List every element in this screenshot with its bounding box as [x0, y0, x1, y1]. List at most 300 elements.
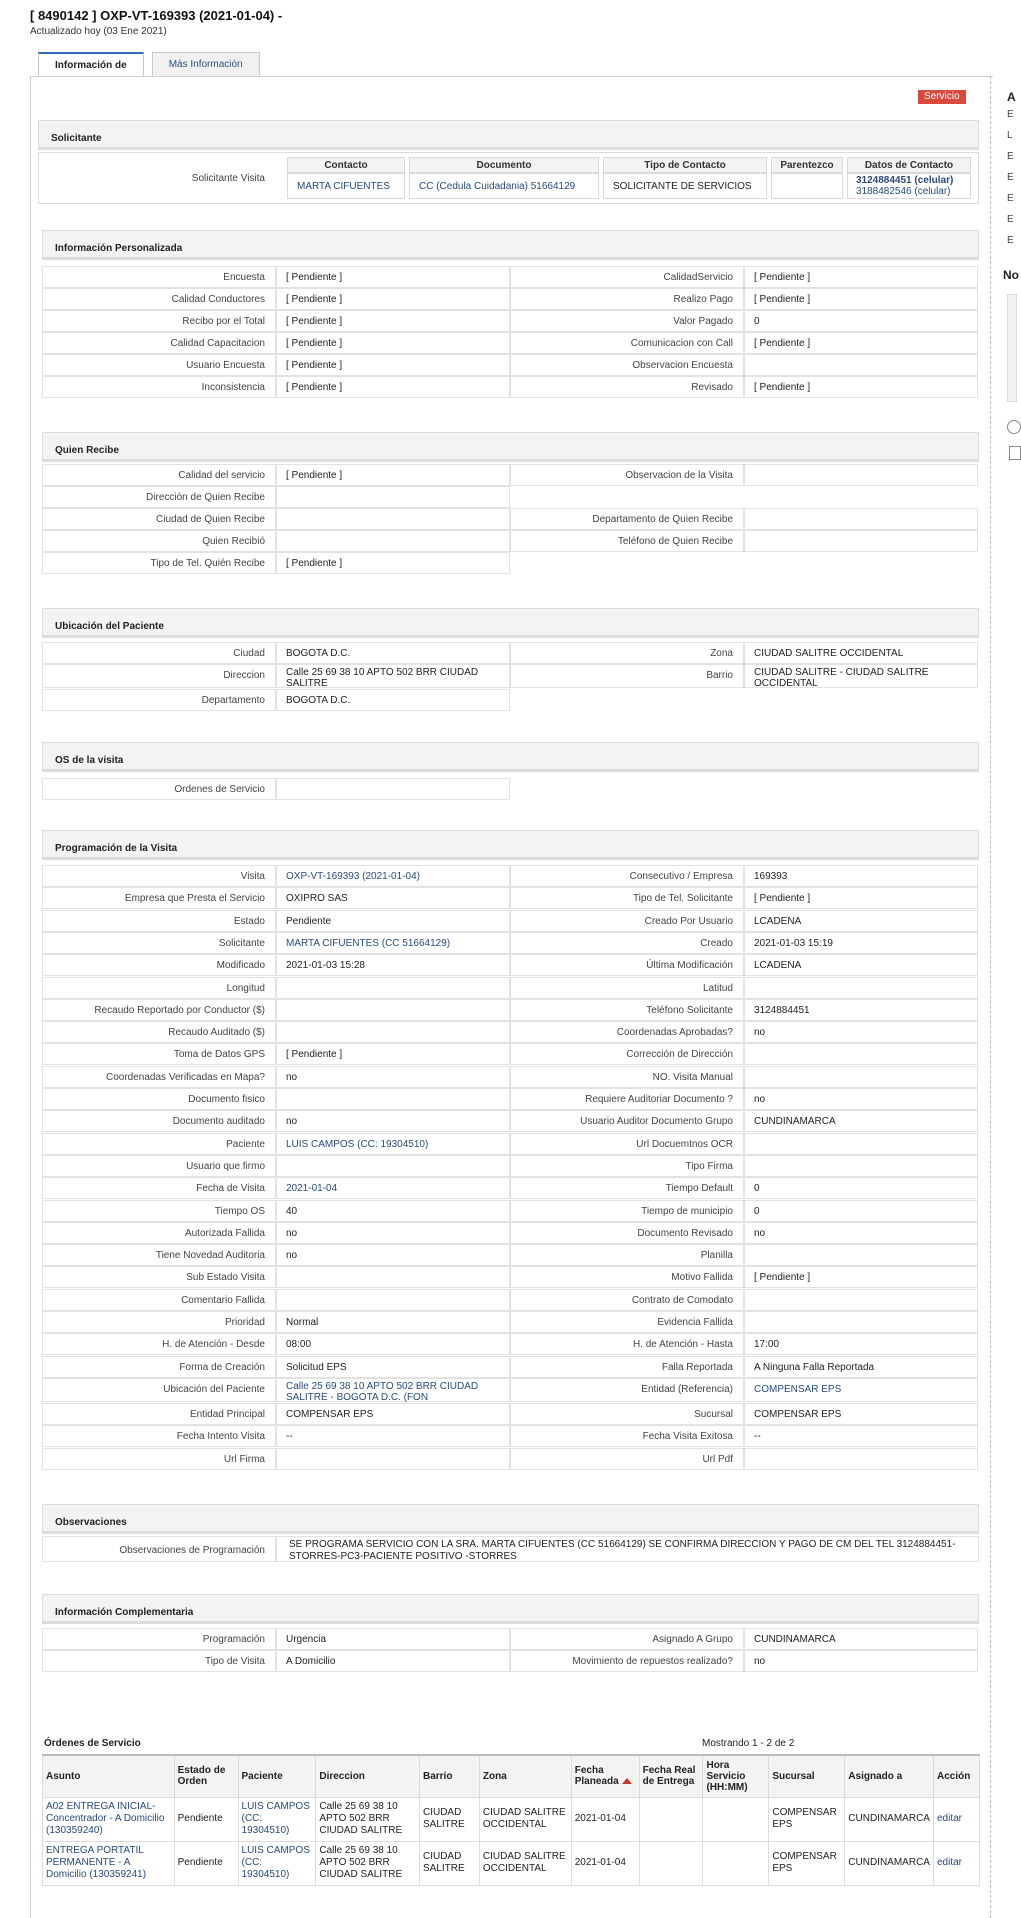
- field-label: Motivo Fallida: [510, 1266, 744, 1288]
- field-label: Recaudo Auditado ($): [42, 1021, 276, 1043]
- programacion-section: [42, 830, 979, 860]
- field-label: Quien Recibió: [42, 530, 276, 552]
- field-label: Empresa que Presta el Servicio: [42, 887, 276, 909]
- documento-cell: CC (Cedula Cuidadania) 51664129: [409, 173, 599, 199]
- col-header[interactable]: Asignado a: [845, 1755, 934, 1797]
- field-value: [744, 1448, 978, 1470]
- field-label: CalidadServicio: [510, 266, 744, 288]
- side-item[interactable]: E: [1007, 193, 1014, 204]
- field-label: Tipo de Tel. Solicitante: [510, 887, 744, 909]
- col-header[interactable]: Direccion: [316, 1755, 420, 1797]
- os-section: [42, 742, 979, 772]
- field-label: Tipo de Tel. Quién Recibe: [42, 552, 276, 574]
- col-header[interactable]: Paciente: [238, 1755, 316, 1797]
- field-value[interactable]: [ Pendiente ]: [276, 266, 510, 288]
- field-value: [276, 530, 510, 552]
- cell[interactable]: A02 ENTREGA INICIAL- Concentrador - A Domicilio (130359240): [43, 1797, 175, 1841]
- field-label: Toma de Datos GPS: [42, 1043, 276, 1065]
- side-item[interactable]: E: [1007, 172, 1014, 183]
- field-label: Latitud: [510, 977, 744, 999]
- tab-mas-informacion[interactable]: Más Información: [152, 52, 260, 76]
- info-section: [42, 230, 979, 260]
- field-row: [42, 1378, 978, 1402]
- field-row: [42, 1155, 978, 1177]
- field-value[interactable]: [ Pendiente ]: [744, 376, 978, 398]
- field-label: Valor Pagado: [510, 310, 744, 332]
- tab-bar: [38, 52, 268, 77]
- updated-text: Actualizado hoy (03 Ene 2021): [30, 26, 167, 37]
- field-label: Departamento: [42, 689, 276, 711]
- field-value[interactable]: Calle 25 69 38 10 APTO 502 BRR CIUDAD SALITRE - BOGOTA D.C. (FON: [276, 1378, 510, 1402]
- field-value: [276, 1021, 510, 1043]
- col-header[interactable]: Asunto: [43, 1755, 175, 1797]
- field-label: Sub Estado Visita: [42, 1266, 276, 1288]
- col-header[interactable]: Fecha Real de Entrega: [639, 1755, 703, 1797]
- field-label: Planilla: [510, 1244, 744, 1266]
- field-value: no: [276, 1066, 510, 1088]
- col-header[interactable]: Sucursal: [769, 1755, 845, 1797]
- field-value: [744, 977, 978, 999]
- field-value: [744, 1066, 978, 1088]
- field-label: Url Firma: [42, 1448, 276, 1470]
- field-label: Fecha de Visita: [42, 1177, 276, 1199]
- field-label: Documento Revisado: [510, 1222, 744, 1244]
- solicitante-label: Solicitante Visita: [191, 173, 265, 184]
- field-label: Fecha Visita Exitosa: [510, 1425, 744, 1447]
- observaciones-section: [42, 1504, 979, 1534]
- field-row: [42, 1133, 978, 1155]
- field-label: Fecha Intento Visita: [42, 1425, 276, 1447]
- field-row: [42, 1333, 978, 1355]
- col-header: Tipo de Contacto: [603, 157, 767, 173]
- field-label: Observacion Encuesta: [510, 354, 744, 376]
- panel-divider: [990, 76, 991, 1918]
- field-value: no: [744, 1021, 978, 1043]
- cell: COMPENSAR EPS: [769, 1841, 845, 1885]
- field-value: Solicitud EPS: [276, 1356, 510, 1378]
- field-value[interactable]: [ Pendiente ]: [276, 310, 510, 332]
- field-row: [42, 1021, 978, 1043]
- field-value: [276, 1155, 510, 1177]
- field-row: [42, 1448, 978, 1470]
- field-label: Solicitante: [42, 932, 276, 954]
- field-value: [276, 1088, 510, 1110]
- field-label: Última Modificación: [510, 954, 744, 976]
- field-value[interactable]: [ Pendiente ]: [744, 288, 978, 310]
- field-value: 169393: [744, 865, 978, 887]
- field-label: Estado: [42, 910, 276, 932]
- field-label: Usuario que firmo: [42, 1155, 276, 1177]
- field-row: [42, 664, 978, 688]
- field-value: no: [276, 1110, 510, 1132]
- field-label: Prioridad: [42, 1311, 276, 1333]
- field-label: Documento fisico: [42, 1088, 276, 1110]
- field-value: [276, 999, 510, 1021]
- field-row: [42, 332, 978, 354]
- field-value: no: [276, 1222, 510, 1244]
- section-title: Ubicación del Paciente: [42, 608, 979, 638]
- field-value: CUNDINAMARCA: [744, 1110, 978, 1132]
- field-row: [42, 288, 978, 310]
- field-label: Documento auditado: [42, 1110, 276, 1132]
- col-header-sorted[interactable]: Fecha Planeada: [571, 1755, 639, 1797]
- field-row: [42, 954, 978, 976]
- solicitante-table: [283, 157, 975, 199]
- field-label: Tiempo de municipio: [510, 1200, 744, 1222]
- field-row: [42, 887, 978, 909]
- field-label: Ordenes de Servicio: [42, 778, 276, 800]
- cell: CUNDINAMARCA: [845, 1797, 934, 1841]
- col-header: Documento: [409, 157, 599, 173]
- side-heading: A: [1007, 90, 1016, 104]
- field-value: LCADENA: [744, 910, 978, 932]
- field-value: COMPENSAR EPS: [744, 1403, 978, 1425]
- section-title: Solicitante: [38, 120, 979, 150]
- field-value: --: [744, 1425, 978, 1447]
- field-value: [276, 1289, 510, 1311]
- field-row: [42, 778, 510, 800]
- field-row: [42, 1088, 978, 1110]
- field-label: Evidencia Fallida: [510, 1311, 744, 1333]
- field-label: Barrio: [510, 664, 744, 688]
- field-label: Forma de Creación: [42, 1356, 276, 1378]
- field-row: [42, 376, 978, 398]
- status-badge: Servicio: [918, 90, 966, 104]
- field-row: [42, 1066, 978, 1088]
- section-title: Información Personalizada: [42, 230, 979, 260]
- cell: 2021-01-04: [571, 1797, 639, 1841]
- field-value: A Domicilio: [276, 1650, 510, 1672]
- field-label: Comunicacion con Call: [510, 332, 744, 354]
- field-value: [744, 1043, 978, 1065]
- field-value: --: [276, 1425, 510, 1447]
- field-label: NO. Visita Manual: [510, 1066, 744, 1088]
- field-value: 0: [744, 1200, 978, 1222]
- col-header: Parentezco: [771, 157, 843, 173]
- field-label: Recibo por el Total: [42, 310, 276, 332]
- field-value: [276, 486, 510, 508]
- cell: [639, 1841, 703, 1885]
- field-label: H. de Atención - Hasta: [510, 1333, 744, 1355]
- field-row: [42, 689, 510, 711]
- side-item[interactable]: E: [1007, 214, 1014, 225]
- section-title: OS de la visita: [42, 742, 979, 772]
- field-row: [42, 1043, 978, 1065]
- field-row: [42, 1403, 978, 1425]
- field-label: Zona: [510, 642, 744, 664]
- field-value: Calle 25 69 38 10 APTO 502 BRR CIUDAD SALITRE: [276, 664, 510, 688]
- field-label: Creado: [510, 932, 744, 954]
- col-header: Datos de Contacto: [847, 157, 971, 173]
- field-label: Contrato de Comodato: [510, 1289, 744, 1311]
- field-value: OXIPRO SAS: [276, 887, 510, 909]
- side-checkbox[interactable]: [1009, 446, 1021, 460]
- field-label: Realizo Pago: [510, 288, 744, 310]
- field-value[interactable]: 2021-01-04: [276, 1177, 510, 1199]
- field-value: CUNDINAMARCA: [744, 1628, 978, 1650]
- side-item[interactable]: E: [1007, 151, 1014, 162]
- cell[interactable]: LUIS CAMPOS (CC: 19304510): [238, 1797, 316, 1841]
- field-value[interactable]: [ Pendiente ]: [276, 464, 510, 486]
- field-label: Url Docuemtnos OCR: [510, 1133, 744, 1155]
- field-value: [744, 1289, 978, 1311]
- field-row: [42, 1650, 978, 1672]
- field-row: [42, 1289, 978, 1311]
- contacto-cell: MARTA CIFUENTES: [287, 173, 405, 199]
- field-value: [744, 508, 978, 530]
- col-header[interactable]: Hora Servicio (HH:MM): [703, 1755, 769, 1797]
- edit-link[interactable]: editar: [933, 1797, 979, 1841]
- field-label: Ubicación del Paciente: [42, 1378, 276, 1402]
- field-label: Entidad Principal: [42, 1403, 276, 1425]
- side-item[interactable]: E: [1007, 109, 1014, 120]
- field-label: Consecutivo / Empresa: [510, 865, 744, 887]
- field-value[interactable]: LUIS CAMPOS (CC: 19304510): [276, 1133, 510, 1155]
- field-value: 40: [276, 1200, 510, 1222]
- field-label: Modificado: [42, 954, 276, 976]
- field-label: Coordenadas Verificadas en Mapa?: [42, 1066, 276, 1088]
- section-title: Información Complementaria: [42, 1594, 979, 1624]
- field-value: [744, 1244, 978, 1266]
- field-row: [42, 1311, 978, 1333]
- cell: CIUDAD SALITRE: [419, 1797, 479, 1841]
- section-title: Programación de la Visita: [42, 830, 979, 860]
- field-value[interactable]: [ Pendiente ]: [744, 332, 978, 354]
- field-value: [744, 530, 978, 552]
- field-label: Calidad Conductores: [42, 288, 276, 310]
- cell: COMPENSAR EPS: [769, 1797, 845, 1841]
- field-label: Ciudad de Quien Recibe: [42, 508, 276, 530]
- col-header: Acción: [933, 1755, 979, 1797]
- field-value[interactable]: MARTA CIFUENTES (CC 51664129): [276, 932, 510, 954]
- cell: 2021-01-04: [571, 1841, 639, 1885]
- field-label: Tipo Firma: [510, 1155, 744, 1177]
- field-label: Encuesta: [42, 266, 276, 288]
- field-value: Urgencia: [276, 1628, 510, 1650]
- field-value[interactable]: [ Pendiente ]: [276, 376, 510, 398]
- field-label: Sucursal: [510, 1403, 744, 1425]
- field-value: [ Pendiente ]: [744, 887, 978, 909]
- cell[interactable]: LUIS CAMPOS (CC: 19304510): [238, 1841, 316, 1885]
- field-label: Url Pdf: [510, 1448, 744, 1470]
- field-value: 08:00: [276, 1333, 510, 1355]
- field-row: [42, 1356, 978, 1378]
- cell: CUNDINAMARCA: [845, 1841, 934, 1885]
- field-label: Teléfono de Quien Recibe: [510, 530, 744, 552]
- field-label: Paciente: [42, 1133, 276, 1155]
- field-label: Observacion de la Visita: [510, 464, 744, 486]
- side-panel-list: [1007, 90, 1017, 251]
- field-label: Movimiento de repuestos realizado?: [510, 1650, 744, 1672]
- field-label: H. de Atención - Desde: [42, 1333, 276, 1355]
- field-row: [42, 1628, 978, 1650]
- field-label: Usuario Auditor Documento Grupo: [510, 1110, 744, 1132]
- field-row: [42, 1200, 978, 1222]
- field-value: no: [276, 1244, 510, 1266]
- side-radio[interactable]: [1007, 420, 1021, 434]
- field-row: [42, 999, 978, 1021]
- field-value: [276, 508, 510, 530]
- field-label: Falla Reportada: [510, 1356, 744, 1378]
- field-value: [276, 977, 510, 999]
- field-value: [276, 1448, 510, 1470]
- field-value: 0: [744, 310, 978, 332]
- field-label: Revisado: [510, 376, 744, 398]
- side-item[interactable]: L: [1007, 130, 1013, 141]
- field-value: [744, 464, 978, 486]
- cell: CIUDAD SALITRE OCCIDENTAL: [479, 1841, 571, 1885]
- field-label: Entidad (Referencia): [510, 1378, 744, 1402]
- sort-asc-icon: [622, 1778, 632, 1784]
- field-row: [42, 1177, 978, 1199]
- col-header[interactable]: Zona: [479, 1755, 571, 1797]
- field-row: [42, 1110, 978, 1132]
- field-label: Tiene Novedad Auditoria: [42, 1244, 276, 1266]
- field-value: [ Pendiente ]: [276, 1043, 510, 1065]
- field-value: BOGOTA D.C.: [276, 689, 510, 711]
- solicitante-section: [38, 120, 979, 150]
- field-value: no: [744, 1650, 978, 1672]
- field-row: [42, 865, 978, 887]
- field-value: [744, 1133, 978, 1155]
- field-value: no: [744, 1222, 978, 1244]
- section-title: Observaciones: [42, 1504, 979, 1534]
- field-row: [42, 932, 978, 954]
- field-value: Normal: [276, 1311, 510, 1333]
- field-value: CIUDAD SALITRE OCCIDENTAL: [744, 642, 978, 664]
- cell: Pendiente: [174, 1841, 238, 1885]
- field-value: [276, 778, 510, 800]
- ordenes-table: [42, 1754, 980, 1886]
- field-label: Tipo de Visita: [42, 1650, 276, 1672]
- table-row: [43, 1841, 980, 1885]
- col-header[interactable]: Estado de Orden: [174, 1755, 238, 1797]
- field-row: [42, 530, 978, 552]
- field-value: CIUDAD SALITRE - CIUDAD SALITRE OCCIDENTAL: [744, 664, 978, 688]
- field-row: [42, 310, 978, 332]
- datos-cell: [847, 173, 971, 199]
- field-value: BOGOTA D.C.: [276, 642, 510, 664]
- field-row: [42, 1244, 978, 1266]
- observaciones-text: SE PROGRAMA SERVICIO CON LA SRA. MARTA CIFUENTES (CC 51664129) SE CONFIRMA DIRECCION Y PAGO DE CM DEL TEL 3124884451-STORRES-PC3-PACIENTE POSITIVO -STORRES: [276, 1536, 979, 1562]
- section-title: Quien Recibe: [42, 432, 979, 462]
- ordenes-count: Mostrando 1 - 2 de 2: [702, 1738, 795, 1749]
- cell: Calle 25 69 38 10 APTO 502 BRR CIUDAD SALITRE: [316, 1797, 420, 1841]
- phone-primary: 3124884451 (celular): [856, 175, 954, 186]
- col-header: Contacto: [287, 157, 405, 173]
- field-label: Asignado A Grupo: [510, 1628, 744, 1650]
- field-row: [42, 552, 510, 574]
- page-title: [ 8490142 ] OXP-VT-169393 (2021-01-04) -: [30, 8, 283, 23]
- field-value: [744, 1155, 978, 1177]
- cell: Calle 25 69 38 10 APTO 502 BRR CIUDAD SALITRE: [316, 1841, 420, 1885]
- field-value[interactable]: COMPENSAR EPS: [744, 1378, 978, 1402]
- field-label: Programación: [42, 1628, 276, 1650]
- field-label: Usuario Encuesta: [42, 354, 276, 376]
- field-label: Autorizada Fallida: [42, 1222, 276, 1244]
- col-header[interactable]: Barrio: [419, 1755, 479, 1797]
- cell: [703, 1841, 769, 1885]
- cell: CIUDAD SALITRE: [419, 1841, 479, 1885]
- page-header: [0, 0, 1017, 37]
- side-item[interactable]: E: [1007, 235, 1014, 246]
- field-value[interactable]: [ Pendiente ]: [276, 288, 510, 310]
- field-value: Pendiente: [276, 910, 510, 932]
- parentezco-cell: [771, 173, 843, 199]
- field-value: 0: [744, 1177, 978, 1199]
- cell: [703, 1797, 769, 1841]
- field-label: Longitud: [42, 977, 276, 999]
- field-label: Direccion: [42, 664, 276, 688]
- field-row: [42, 1266, 978, 1288]
- field-label: Teléfono Solicitante: [510, 999, 744, 1021]
- field-value: 2021-01-03 15:19: [744, 932, 978, 954]
- field-value[interactable]: [ Pendiente ]: [276, 552, 510, 574]
- field-value: 3124884451: [744, 999, 978, 1021]
- field-row: [42, 266, 978, 288]
- field-label: Visita: [42, 865, 276, 887]
- cell: Pendiente: [174, 1797, 238, 1841]
- phone-secondary: 3188482546 (celular): [856, 186, 951, 197]
- field-row: [42, 1425, 978, 1447]
- field-value[interactable]: [ Pendiente ]: [276, 354, 510, 376]
- field-label: Inconsistencia: [42, 376, 276, 398]
- field-row: [42, 642, 978, 664]
- field-row: [42, 508, 978, 530]
- cell[interactable]: ENTREGA PORTATIL PERMANENTE - A Domicilio (130359241): [43, 1841, 175, 1885]
- field-label: Requiere Auditoriar Documento ?: [510, 1088, 744, 1110]
- field-label: Observaciones de Programación: [42, 1536, 276, 1562]
- field-value[interactable]: [ Pendiente ]: [744, 266, 978, 288]
- side-box: [1007, 294, 1017, 402]
- field-value: [744, 1311, 978, 1333]
- field-value[interactable]: OXP-VT-169393 (2021-01-04): [276, 865, 510, 887]
- field-row: [42, 486, 510, 508]
- table-row: [43, 1797, 980, 1841]
- field-value: COMPENSAR EPS: [276, 1403, 510, 1425]
- tab-informacion[interactable]: Información de: [38, 52, 144, 77]
- field-label: Recaudo Reportado por Conductor ($): [42, 999, 276, 1021]
- field-row: [42, 977, 978, 999]
- observaciones-row: [42, 1536, 979, 1562]
- solicitante-box: [38, 152, 979, 204]
- field-label: Tiempo Default: [510, 1177, 744, 1199]
- side-heading-2: No: [1003, 268, 1019, 282]
- field-value: LCADENA: [744, 954, 978, 976]
- field-label: Calidad del servicio: [42, 464, 276, 486]
- edit-link[interactable]: editar: [933, 1841, 979, 1885]
- field-row: [42, 910, 978, 932]
- quien-section: [42, 432, 979, 462]
- field-value: A Ninguna Falla Reportada: [744, 1356, 978, 1378]
- field-label: Corrección de Dirección: [510, 1043, 744, 1065]
- field-value: [ Pendiente ]: [744, 1266, 978, 1288]
- complementaria-section: [42, 1594, 979, 1624]
- field-label: Dirección de Quien Recibe: [42, 486, 276, 508]
- field-label: Ciudad: [42, 642, 276, 664]
- field-row: [42, 464, 978, 486]
- field-value: [744, 354, 978, 376]
- field-row: [42, 1222, 978, 1244]
- field-label: Coordenadas Aprobadas?: [510, 1021, 744, 1043]
- ordenes-title: Órdenes de Servicio: [44, 1738, 141, 1749]
- field-value[interactable]: [ Pendiente ]: [276, 332, 510, 354]
- field-label: Comentario Fallida: [42, 1289, 276, 1311]
- field-value: 17:00: [744, 1333, 978, 1355]
- cell: CIUDAD SALITRE OCCIDENTAL: [479, 1797, 571, 1841]
- field-label: Tiempo OS: [42, 1200, 276, 1222]
- field-value: 2021-01-03 15:28: [276, 954, 510, 976]
